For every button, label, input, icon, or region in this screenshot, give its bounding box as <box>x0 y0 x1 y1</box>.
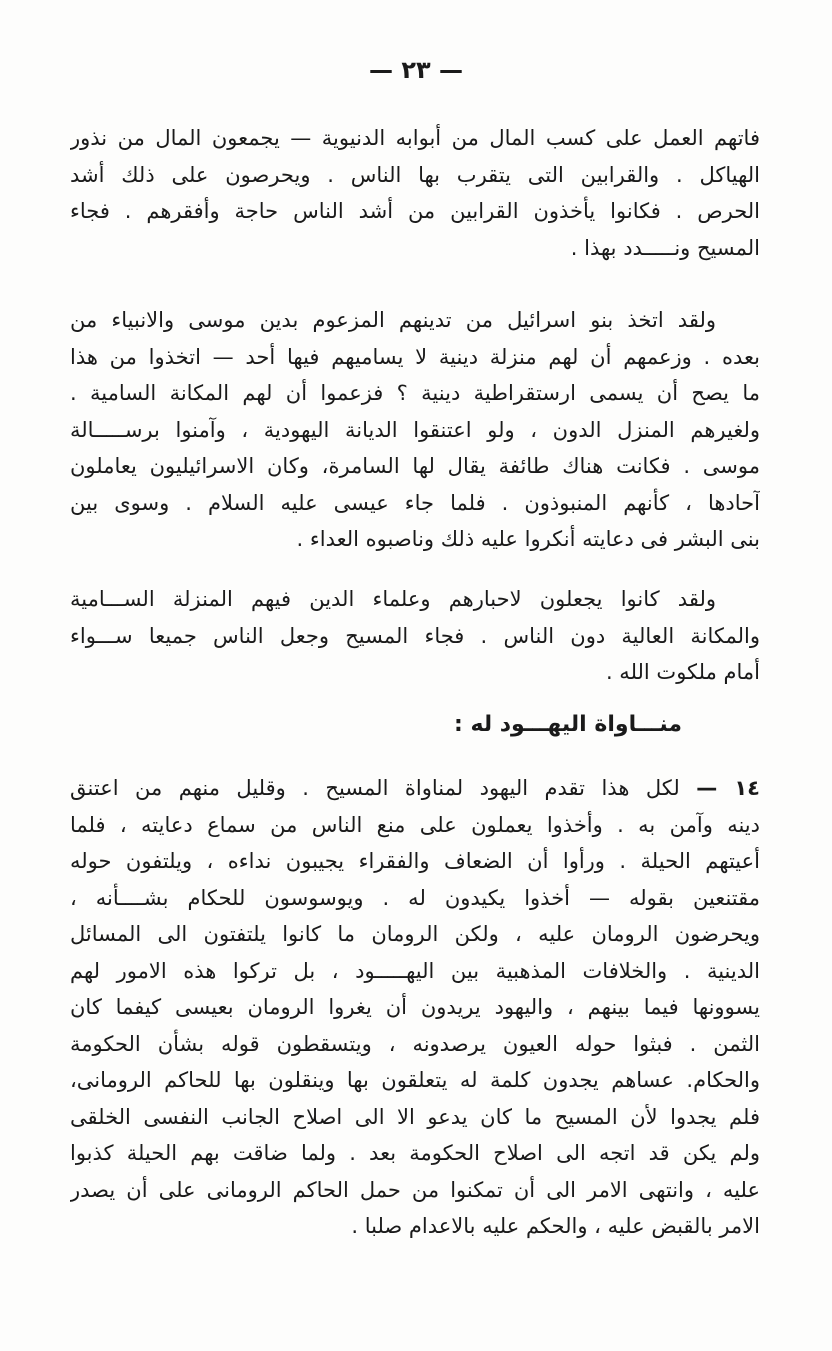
paragraph-line: فلم يجدوا لأن المسيح ما كان يدعو الا الى اصلاح الجانب النفسى الخلقى <box>70 1104 760 1129</box>
paragraph-line: دينه وآمن به . وأخذوا يعملون على منع الناس من سماع دعايته ، فلما <box>70 812 760 837</box>
paragraph-line: الامر بالقبض عليه ، والحكم عليه بالاعدام صلبا . <box>351 1214 760 1238</box>
paragraph-line: الثمن . فبثوا حوله العيون يرصدونه ، ويتسقطون قوله بشأن الحكومة <box>70 1031 760 1056</box>
paragraph-line: الهياكل . والقرابين التى يتقرب بها الناس . ويحرصون على ذلك أشد <box>70 162 760 187</box>
paragraph-line: والحكام. عساهم يجدون كلمة له يتعلقون بها وينقلون بها للحاكم الرومانى، <box>70 1068 760 1092</box>
page-number: — ٢٣ — <box>368 56 463 84</box>
paragraph-line: ويحرضون الرومان عليه ، ولكن الرومان ما كانوا يلتفتون الى المسائل <box>70 922 760 946</box>
paragraph-line: ولغيرهم المنزل الدون ، ولو اعتنقوا الديانة اليهودية ، وآمنوا برســـــالة <box>70 417 760 442</box>
paragraph-line: فاتهم العمل على كسب المال من أبوابه الدنيوية — يجمعون المال من نذور <box>70 126 760 150</box>
paragraph-line: ما يصح أن يسمى ارستقراطية دينية ؟ فزعموا أن لهم المكانة السامية . <box>70 381 760 405</box>
paragraph-line: بنى البشر فى دعايته أنكروا عليه ذلك وناصبوه العداء . <box>296 527 760 551</box>
paragraph-1 <box>70 120 760 266</box>
paragraph-line-text: لكل هذا تقدم اليهود لمناواة المسيح . وقليل منهم من اعتنق <box>70 776 680 800</box>
section-heading: منـــاواة اليهـــود له : <box>454 712 682 737</box>
paragraph-line: يسوونها فيما بينهم ، واليهود يريدون أن يغروا الرومان بعيسى كيفما كان <box>70 995 760 1019</box>
paragraph-2 <box>70 302 760 558</box>
paragraph-line: أعيتهم الحيلة . ورأوا أن الضعاف والفقراء يجيبون نداءه ، ويلتفون حوله <box>70 849 760 873</box>
paragraph-line: والمكانة العالية دون الناس . فجاء المسيح وجعل الناس جميعا ســـواء <box>70 623 760 648</box>
paragraph-number: ١٤ — <box>696 776 760 800</box>
paragraph-line: المسيح ونـــــدد بهذا . <box>570 235 760 260</box>
paragraph-line: ولقد اتخذ بنو اسرائيل من تدينهم المزعوم بدين موسى والانبياء من <box>70 308 716 332</box>
paragraph-line: ولقد كانوا يجعلون لاحبارهم وعلماء الدين فيهم المنزلة الســـامية <box>70 587 716 611</box>
paragraph-line: موسى . فكانت هناك طائفة يقال لها السامرة، وكان الاسرائيليون يعاملون <box>70 454 760 478</box>
paragraph-line: أمام ملكوت الله . <box>605 660 760 684</box>
paragraph-4 <box>70 770 760 1245</box>
paragraph-line: ولم يكن قد اتجه الى اصلاح الحكومة بعد . ولما ضاقت بهم الحيلة كذبوا <box>70 1141 760 1165</box>
paragraph-line: الدينية . والخلافات المذهبية بين اليهـــــود ، بل تركوا هذه الامور لهم <box>70 958 760 983</box>
paragraph-line: عليه ، وانتهى الامر الى أن تمكنوا من حمل الحاكم الرومانى على أن يصدر <box>70 1177 760 1202</box>
paragraph-line: آحادها ، كأنهم المنبوذون . فلما جاء عيسى عليه السلام . وسوى بين <box>70 490 760 515</box>
paragraph-line: بعده . وزعمهم أن لهم منزلة دينية لا يساميهم فيها أحد — اتخذوا من هذا <box>70 344 760 369</box>
paragraph-line-first <box>70 770 760 807</box>
paragraph-3 <box>70 581 760 691</box>
paragraph-line: مقتنعين بقوله — أخذوا يكيدون له . ويوسوسون للحكام بشــــأنه ، <box>70 885 760 910</box>
paragraph-line: الحرص . فكانوا يأخذون القرابين من أشد الناس حاجة وأفقرهم . فجاء <box>70 199 760 223</box>
